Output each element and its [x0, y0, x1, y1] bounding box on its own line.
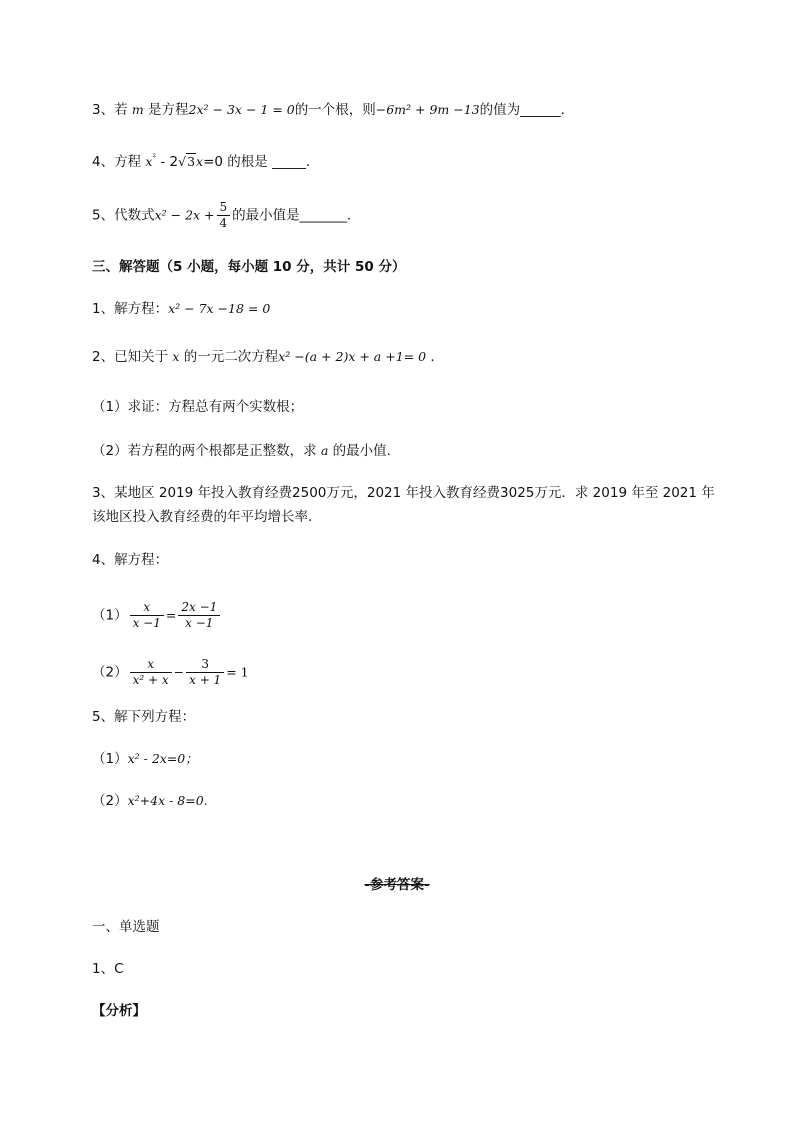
equation: 2x² − 3x − 1 = 0	[188, 102, 295, 117]
question-text: - 2	[156, 154, 179, 170]
expression: x² − 2x +	[154, 207, 215, 223]
variable: m	[131, 102, 144, 117]
variable: x	[145, 154, 153, 169]
question-3	[92, 100, 565, 120]
fraction	[130, 657, 172, 688]
denominator: 4	[219, 216, 228, 230]
denominator: x + 1	[189, 673, 222, 687]
variable: a	[320, 443, 329, 458]
question-text: 的一元二次方程	[179, 349, 279, 365]
question-text: 若	[114, 102, 132, 118]
sqrt-argument: 3	[187, 154, 196, 169]
blank-answer: =0 的根是 _____.	[203, 154, 311, 170]
equation: x²+4x - 8=0.	[127, 793, 208, 808]
question-text: 是方程	[143, 102, 189, 118]
numerator: 2x −1	[178, 600, 220, 616]
question-text: 解方程：	[114, 301, 169, 317]
blank-answer: 的值为______.	[479, 102, 565, 118]
analysis-label: 【分析】	[92, 1003, 146, 1019]
question-number: 2、	[92, 349, 115, 365]
variable: x	[172, 349, 180, 364]
question-number: 4、	[92, 552, 115, 568]
denominator: x −1	[132, 616, 161, 630]
numerator: 5	[217, 200, 231, 216]
numerator: 3	[186, 657, 224, 673]
fraction	[130, 600, 164, 631]
question-number: 5、	[92, 207, 115, 224]
equals-one: = 1	[226, 664, 249, 680]
question-text: 解下列方程：	[114, 709, 196, 725]
question-number: 3、	[92, 102, 115, 118]
equals-sign: =	[165, 607, 177, 623]
question-text: （2）若方程的两个根都是正整数，求	[92, 443, 321, 459]
superscript: ²	[152, 153, 157, 163]
minus-sign: −	[173, 664, 185, 680]
answer-section-heading: 一、单选题	[92, 919, 160, 935]
variable: x	[196, 154, 204, 169]
numerator: x	[130, 600, 164, 616]
question-number: 4、	[92, 154, 115, 170]
equation: x² - 2x=0；	[127, 751, 198, 766]
numerator: x	[130, 657, 172, 673]
section-heading: 三、解答题（5 小题，每小题 10 分，共计 50 分）	[92, 259, 406, 275]
fraction	[178, 600, 220, 631]
denominator: x −1	[185, 616, 214, 630]
question-4	[92, 148, 310, 172]
question-text: 的最小值.	[328, 443, 391, 459]
problem-5-part-2	[92, 791, 208, 811]
problem-2-part-1: （1）求证：方程总有两个实数根；	[92, 399, 304, 415]
question-number: 5、	[92, 709, 115, 725]
problem-1	[92, 299, 270, 319]
problem-5	[92, 707, 195, 727]
question-text: 解方程：	[114, 552, 169, 568]
problem-2	[92, 347, 435, 367]
problem-5-part-1	[92, 749, 198, 769]
fraction	[217, 200, 231, 231]
equation: x² − 7x −18 = 0	[168, 301, 271, 316]
answer-heading: -参考答案-	[364, 877, 430, 893]
expression: −6m² + 9m −13	[375, 102, 480, 117]
question-5	[92, 200, 351, 231]
problem-3-line-2: 该地区投入教育经费的年平均增长率.	[92, 509, 313, 525]
question-text: 方程	[114, 154, 146, 170]
answer-1: 1、C	[92, 961, 124, 977]
blank-answer: 的最小值是_______.	[232, 207, 352, 224]
problem-4-part-1	[92, 600, 222, 631]
fraction	[186, 657, 224, 688]
question-text: 代数式	[114, 207, 155, 224]
question-text: 已知关于	[114, 349, 173, 365]
question-text: 的一个根，则	[294, 102, 376, 118]
part-label: （2）	[92, 664, 128, 681]
part-label: （2）	[92, 793, 128, 809]
equation: x² −(a + 2)x + a +1= 0	[278, 349, 427, 364]
problem-2-part-2	[92, 441, 391, 461]
denominator: x² + x	[132, 673, 169, 687]
problem-4-part-2	[92, 657, 249, 688]
question-text: .	[426, 349, 435, 365]
question-number: 1、	[92, 301, 115, 317]
part-label: （1）	[92, 751, 128, 767]
problem-3-line-1: 3、某地区 2019 年投入教育经费2500万元，2021 年投入教育经费3025万元．求 2019 年至 2021 年	[92, 485, 715, 501]
part-label: （1）	[92, 607, 128, 624]
sqrt-symbol: √	[178, 154, 187, 169]
problem-4	[92, 550, 168, 570]
